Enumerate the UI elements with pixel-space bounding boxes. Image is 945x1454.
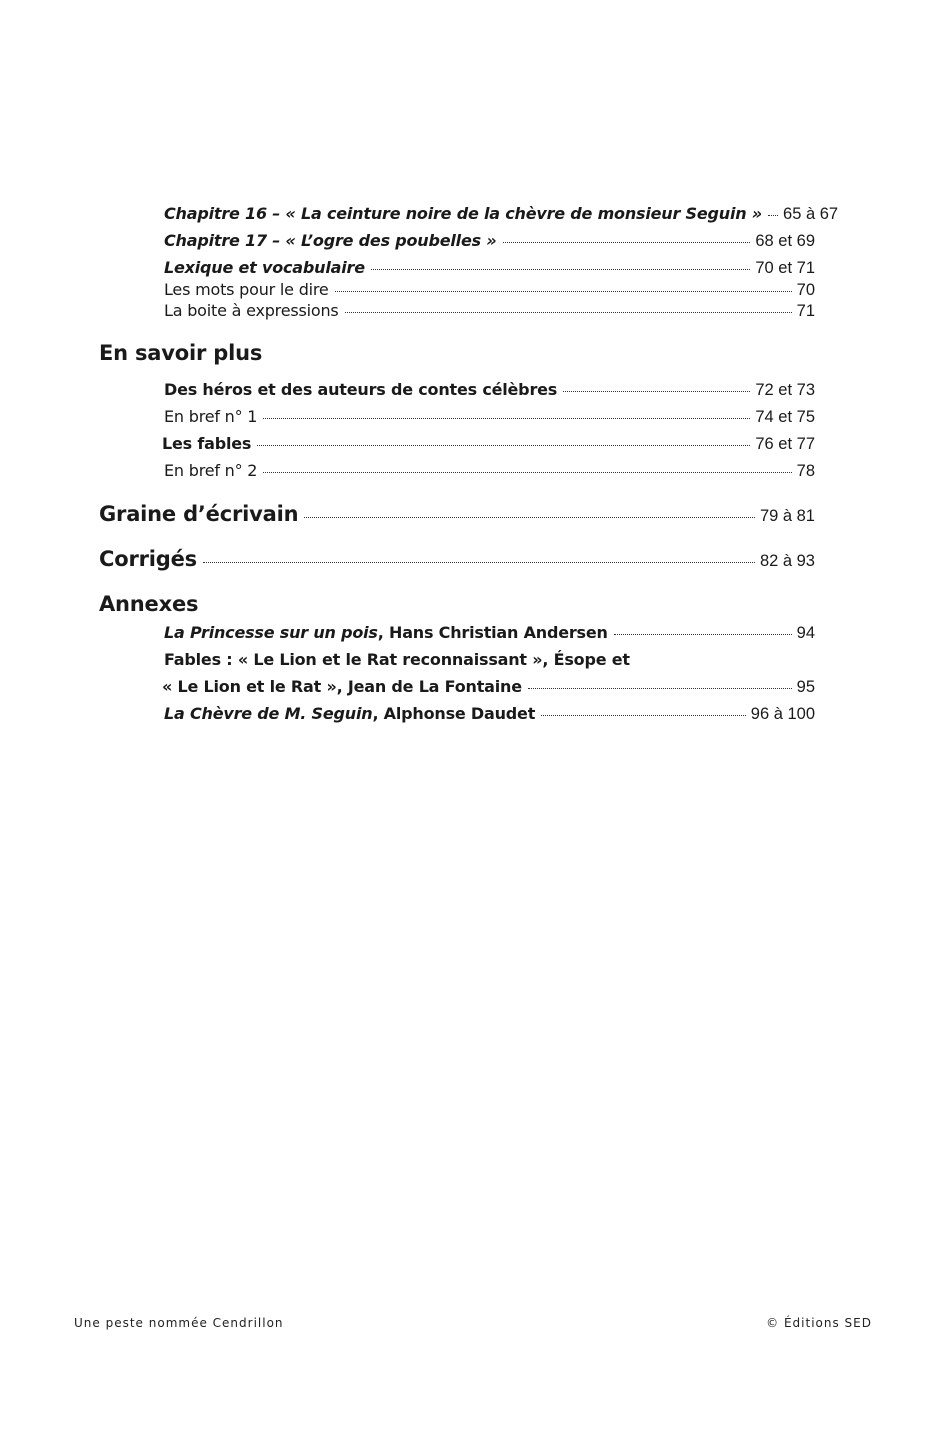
dot-leader <box>503 242 751 243</box>
dot-leader <box>304 517 755 518</box>
entry-label: Corrigés <box>99 547 197 571</box>
toc-entry-mots <box>164 280 815 302</box>
entry-label: Chapitre 16 – « La ceinture noire de la chèvre de monsieur Seguin » <box>164 204 763 223</box>
dot-leader <box>563 391 750 392</box>
entry-label: En bref n° 1 <box>164 407 258 426</box>
toc-entry-en-bref-1 <box>164 407 815 429</box>
footer-publisher: © Éditions SED <box>766 1316 872 1330</box>
entry-label: Lexique et vocabulaire <box>164 258 365 277</box>
dot-leader <box>203 562 755 563</box>
entry-label: La boite à expressions <box>164 301 339 320</box>
toc-entry-heros <box>164 380 815 402</box>
dot-leader <box>614 634 792 635</box>
toc-entry-chevre <box>164 704 815 726</box>
entry-label: Des héros et des auteurs de contes célèbres <box>164 380 558 399</box>
footer-book-title: Une peste nommée Cendrillon <box>74 1316 284 1330</box>
dot-leader <box>371 269 751 270</box>
entry-label <box>164 623 608 642</box>
toc-entry-chapitre-16 <box>164 204 839 226</box>
toc-entry-fables-line2 <box>162 677 815 699</box>
dot-leader <box>528 688 792 689</box>
dot-leader <box>345 312 792 313</box>
entry-label: Graine d’écrivain <box>99 502 299 526</box>
entry-pages: 76 et 77 <box>755 435 815 453</box>
entry-label: Les fables <box>162 434 252 453</box>
entry-pages: 74 et 75 <box>755 408 815 426</box>
work-author: , Alphonse Daudet <box>372 704 536 723</box>
toc-entry-fables <box>162 434 815 456</box>
entry-label: En bref n° 2 <box>164 461 258 480</box>
toc-entry-boite <box>164 301 815 323</box>
entry-pages: 65 à 67 <box>783 205 839 223</box>
toc-entry-corriges <box>99 547 815 577</box>
entry-pages: 78 <box>796 462 815 480</box>
dot-leader <box>257 445 750 446</box>
entry-pages: 82 à 93 <box>759 552 815 570</box>
section-title-annexes: Annexes <box>99 592 199 616</box>
section-title-en-savoir-plus: En savoir plus <box>99 341 263 365</box>
work-title: La Chèvre de M. Seguin <box>164 704 373 723</box>
entry-pages: 94 <box>796 624 815 642</box>
dot-leader <box>768 215 778 216</box>
dot-leader <box>335 291 792 292</box>
toc-entry-en-bref-2 <box>164 461 815 483</box>
entry-pages: 71 <box>796 302 815 320</box>
entry-label <box>164 704 535 723</box>
toc-entry-chapitre-17 <box>164 231 815 253</box>
work-title: La Princesse sur un pois <box>164 623 378 642</box>
toc-entry-princesse <box>164 623 815 645</box>
work-author: , Hans Christian Andersen <box>377 623 608 642</box>
entry-pages: 96 à 100 <box>750 705 815 723</box>
toc-entry-fables-line1: Fables : « Le Lion et le Rat reconnaissant », Ésope et <box>164 650 630 669</box>
dot-leader <box>541 715 746 716</box>
toc-entry-lexique <box>164 258 815 280</box>
entry-pages: 70 <box>796 281 815 299</box>
entry-pages: 68 et 69 <box>755 232 815 250</box>
entry-label: « Le Lion et le Rat », Jean de La Fontaine <box>162 677 522 696</box>
entry-pages: 95 <box>796 678 815 696</box>
entry-pages: 72 et 73 <box>755 381 815 399</box>
entry-pages: 70 et 71 <box>755 259 815 277</box>
toc-entry-graine <box>99 502 815 532</box>
dot-leader <box>263 418 750 419</box>
entry-label: Chapitre 17 – « L’ogre des poubelles » <box>164 231 497 250</box>
dot-leader <box>263 472 791 473</box>
entry-pages: 79 à 81 <box>759 507 815 525</box>
entry-label: Les mots pour le dire <box>164 280 329 299</box>
